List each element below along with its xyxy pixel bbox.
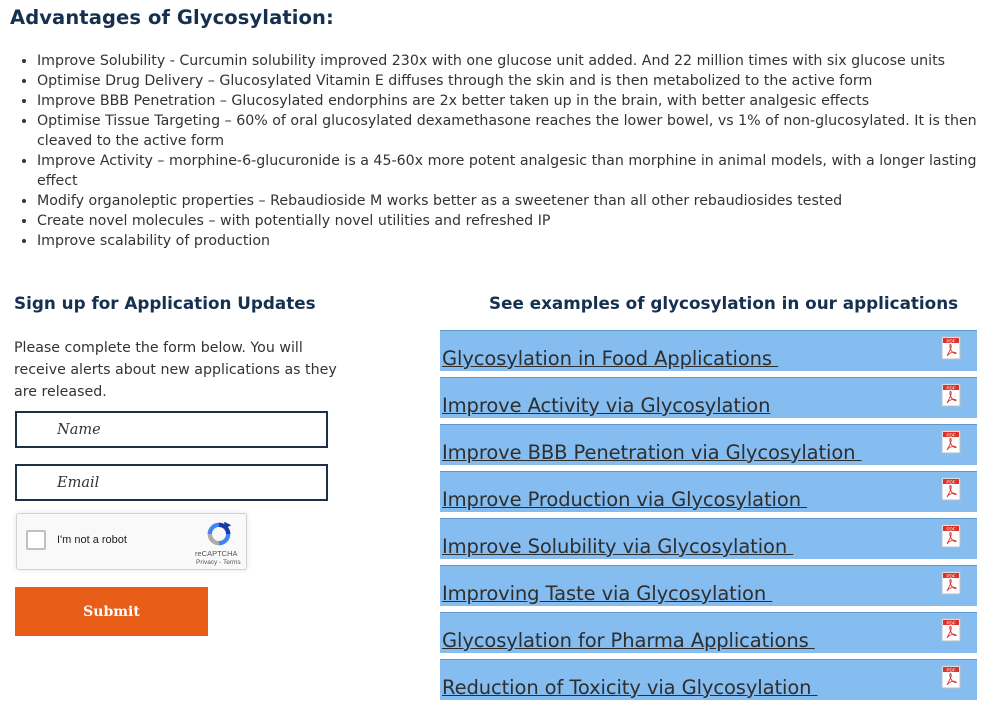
pdf-badge-text: PDF <box>946 385 956 391</box>
app-link-toxicity[interactable]: Reduction of Toxicity via Glycosylation <box>442 676 818 699</box>
pdf-badge-text: PDF <box>946 526 956 532</box>
recaptcha-logo-icon <box>204 520 234 548</box>
app-link-bbb[interactable]: Improve BBB Penetration via Glycosylation <box>442 441 862 464</box>
benefits-list <box>16 51 987 251</box>
pdf-badge-text: PDF <box>946 667 956 673</box>
signup-intro: Please complete the form below. You will receive alerts about new applications as they are released. <box>14 340 337 400</box>
recaptcha-links[interactable]: Privacy - Terms <box>196 559 241 566</box>
signup-heading: Sign up for Application Updates <box>14 293 316 313</box>
applications-list <box>440 330 977 706</box>
pdf-icon[interactable] <box>941 618 961 642</box>
recaptcha-checkbox[interactable] <box>26 530 46 550</box>
recaptcha-label: I'm not a robot <box>57 534 127 546</box>
pdf-icon[interactable] <box>941 665 961 689</box>
app-item-solubility <box>440 518 977 559</box>
pdf-icon[interactable] <box>941 524 961 548</box>
app-link-taste[interactable]: Improving Taste via Glycosylation <box>442 582 773 605</box>
recaptcha-widget <box>16 513 247 570</box>
page-title: Advantages of Glycosylation: <box>10 6 334 29</box>
app-item-bbb <box>440 424 977 465</box>
app-item-pharma <box>440 612 977 653</box>
list-item: • Modify organoleptic properties – Rebaudioside M works better as a sweetener than all other rebaudiosides tested <box>37 191 987 211</box>
app-item-activity <box>440 377 977 418</box>
pdf-icon[interactable] <box>941 477 961 501</box>
app-item-production <box>440 471 977 512</box>
app-link-activity[interactable]: Improve Activity via Glycosylation <box>442 394 771 417</box>
recaptcha-brand: reCAPTCHA <box>195 549 238 558</box>
app-link-solubility[interactable]: Improve Solubility via Glycosylation <box>442 535 794 558</box>
examples-heading: See examples of glycosylation in our applications <box>489 293 959 313</box>
pdf-icon[interactable] <box>941 430 961 454</box>
email-field[interactable] <box>15 464 328 501</box>
name-field[interactable] <box>15 411 328 448</box>
pdf-icon[interactable] <box>941 336 961 360</box>
app-item-food <box>440 330 977 371</box>
submit-button[interactable]: Submit <box>15 587 208 636</box>
list-item: • Improve scalability of production <box>37 231 987 251</box>
list-item: • Improve Activity – morphine-6-glucuronide is a 45-60x more potent analgesic than morphine in animal models, with a longer lasting effect <box>37 151 987 191</box>
list-item: • Improve BBB Penetration – Glucosylated endorphins are 2x better taken up in the brain, with better analgesic effects <box>37 91 987 111</box>
pdf-icon[interactable] <box>941 571 961 595</box>
app-item-taste <box>440 565 977 606</box>
list-item: • Optimise Drug Delivery – Glucosylated Vitamin E diffuses through the skin and is then metabolized to the active form <box>37 71 987 91</box>
pdf-badge-text: PDF <box>946 432 956 438</box>
app-link-pharma[interactable]: Glycosylation for Pharma Applications <box>442 629 815 652</box>
list-item: • Improve Solubility - Curcumin solubility improved 230x with one glucose unit added. And 22 million times with six glucose units <box>37 51 987 71</box>
pdf-badge-text: PDF <box>946 479 956 485</box>
pdf-badge-text: PDF <box>946 620 956 626</box>
pdf-badge-text: PDF <box>946 573 956 579</box>
pdf-badge-text: PDF <box>946 338 956 344</box>
list-item: • Optimise Tissue Targeting – 60% of oral glucosylated dexamethasone reaches the lower bowel, vs 1% of non-glucosylated. It is then cleaved to the active form <box>37 111 987 151</box>
list-item: • Create novel molecules – with potentially novel utilities and refreshed IP <box>37 211 987 231</box>
pdf-icon[interactable] <box>941 383 961 407</box>
app-link-production[interactable]: Improve Production via Glycosylation <box>442 488 808 511</box>
app-link-food[interactable]: Glycosylation in Food Applications <box>442 347 779 370</box>
app-item-toxicity <box>440 659 977 700</box>
